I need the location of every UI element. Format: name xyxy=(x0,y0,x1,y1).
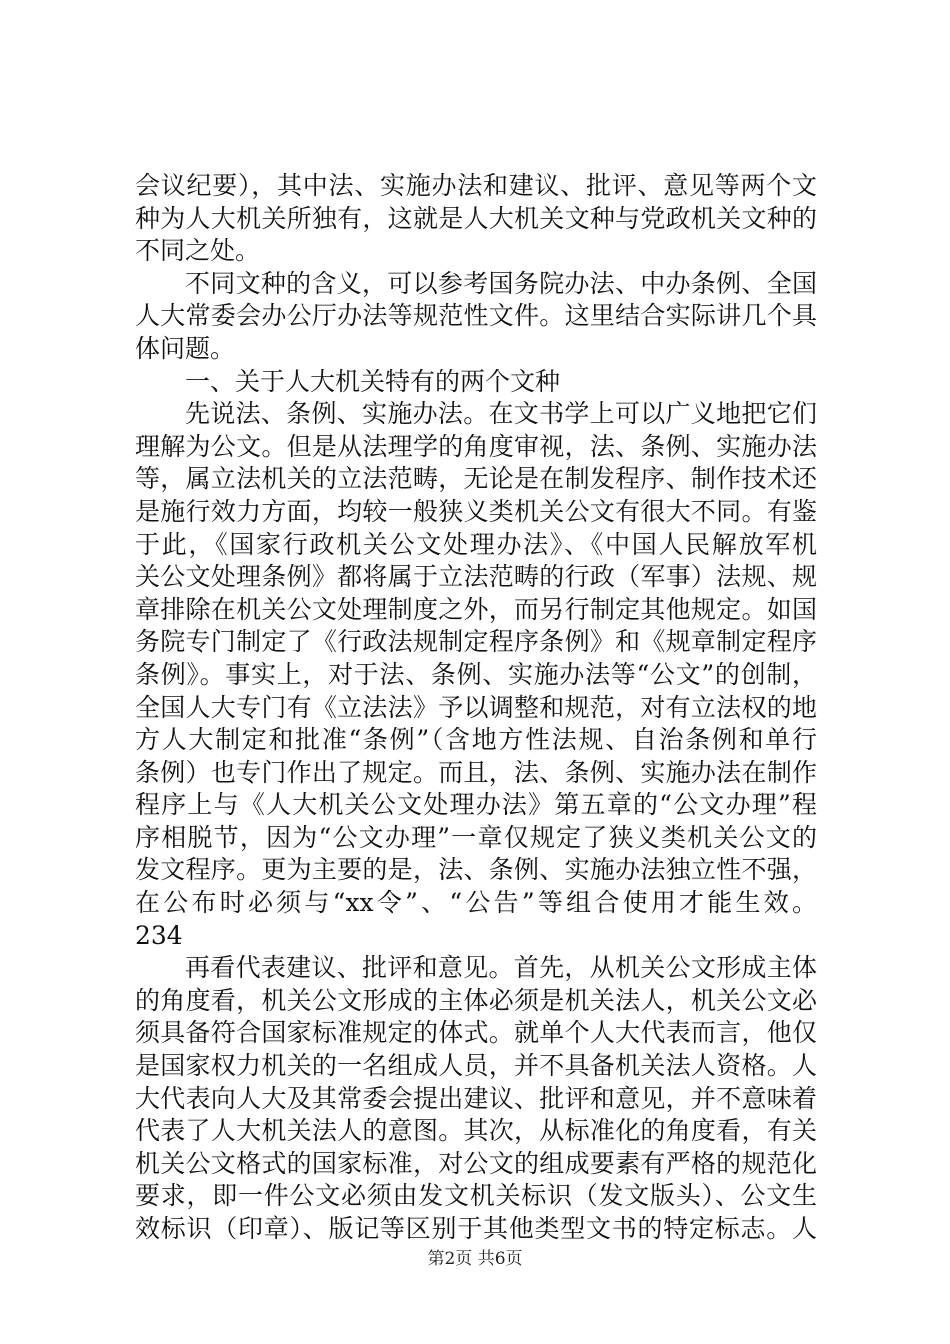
text-line: 的角度看，机关公文形成的主体必须是机关法人，机关公文必 xyxy=(135,985,817,1015)
text-line: 须具备符合国家标准规定的体式。就单个人大代表而言，他仅 xyxy=(135,1018,817,1048)
text-line: 大代表向人大及其常委会提出建议、批评和意见，并不意味着 xyxy=(135,1083,817,1113)
text-line: 要求，即一件公文必须由发文机关标识（发文版头）、公文生 xyxy=(135,1181,817,1211)
text-line: 人大常委会办公厅办法等规范性文件。这里结合实际讲几个具 xyxy=(135,301,817,331)
text-line: 代表了人大机关法人的意图。其次，从标准化的角度看，有关 xyxy=(135,1116,817,1146)
text-line: 程序上与《人大机关公文处理办法》第五章的“公文办理”程 xyxy=(135,790,817,820)
text-line: 再看代表建议、批评和意见。首先，从机关公文形成主体 xyxy=(185,953,817,983)
text-line: 机关公文格式的国家标准，对公文的组成要素有严格的规范化 xyxy=(135,1148,817,1178)
paragraph xyxy=(135,268,817,366)
text-line: 不同之处。 xyxy=(135,236,261,266)
text-line: 关公文处理条例》都将属于立法范畴的行政（军事）法规、规 xyxy=(135,562,817,592)
text-line: 是国家权力机关的一名组成人员，并不具备机关法人资格。人 xyxy=(135,1051,817,1081)
text-line: 发文程序。更为主要的是，法、条例、实施办法独立性不强， xyxy=(135,855,817,885)
page-number: 第2页 共6页 xyxy=(427,1249,523,1269)
text-line: 效标识（印章）、版记等区别于其他类型文书的特定标志。人 xyxy=(135,1214,817,1243)
text-line: 先说法、条例、实施办法。在文书学上可以广义地把它们 xyxy=(185,399,817,429)
section-heading xyxy=(135,366,817,399)
text-line: 理解为公文。但是从法理学的角度审视，法、条例、实施办法 xyxy=(135,431,817,461)
text-line: 方人大制定和批准“条例”（含地方性法规、自治条例和单行 xyxy=(135,725,817,755)
text-line: 不同文种的含义，可以参考国务院办法、中办条例、全国 xyxy=(185,268,817,298)
text-line: 等，属立法机关的立法范畴，无论是在制发程序、制作技术还 xyxy=(135,464,817,494)
text-line: 会议纪要），其中法、实施办法和建议、批评、意见等两个文 xyxy=(135,171,817,200)
document-body xyxy=(135,170,817,1246)
text-line: 序相脱节，因为“公文办理”一章仅规定了狭义类机关公文的 xyxy=(135,822,817,852)
text-line: 是施行效力方面，均较一般狭义类机关公文有很大不同。有鉴 xyxy=(135,496,817,526)
heading-line: 一、关于人大机关特有的两个文种 xyxy=(185,366,561,396)
paragraph xyxy=(135,952,817,1245)
text-line: 种为人大机关所独有，这就是人大机关文种与党政机关文种的 xyxy=(135,203,817,233)
text-line: 条例》。事实上，对于法、条例、实施办法等“公文”的创制， xyxy=(135,659,817,689)
text-line: 全国人大专门有《立法法》予以调整和规范，对有立法权的地 xyxy=(135,692,817,722)
paragraph xyxy=(135,398,817,952)
paragraph xyxy=(135,170,817,268)
page-footer xyxy=(0,1244,950,1269)
text-line: 234 xyxy=(135,920,183,950)
text-line: 于此，《国家行政机关公文处理办法》、《中国人民解放军机 xyxy=(135,529,817,559)
text-line: 务院专门制定了《行政法规制定程序条例》和《规章制定程序 xyxy=(135,627,817,657)
text-line: 条例）也专门作出了规定。而且，法、条例、实施办法在制作 xyxy=(135,757,817,787)
text-line: 在公布时必须与“xx令”、“公告”等组合使用才能生效。 xyxy=(135,888,817,918)
text-line: 章排除在机关公文处理制度之外，而另行制定其他规定。如国 xyxy=(135,594,817,624)
text-line: 体问题。 xyxy=(135,333,236,363)
